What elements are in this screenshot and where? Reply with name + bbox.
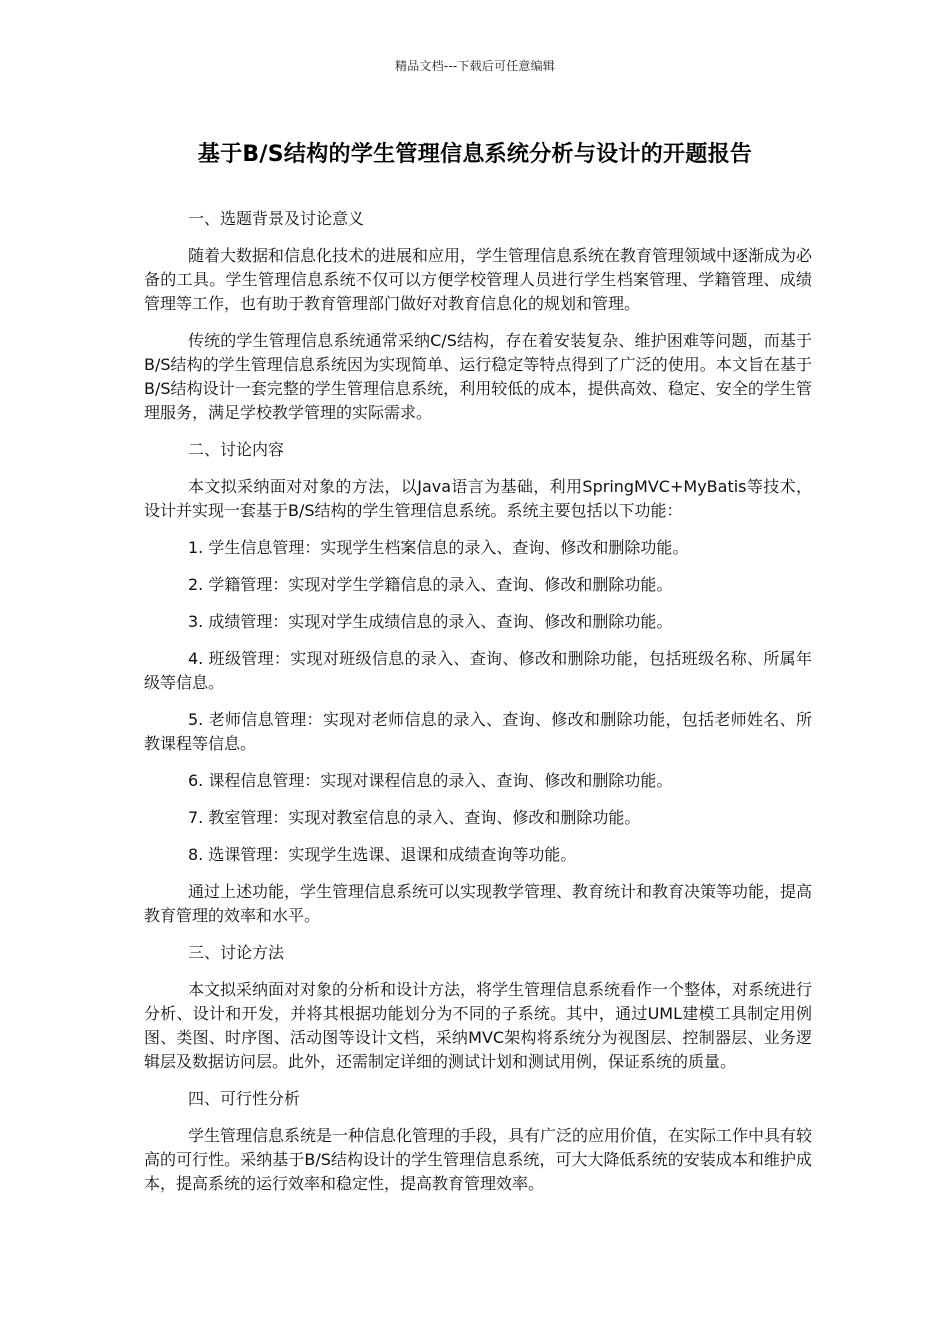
document-title: 基于B/S结构的学生管理信息系统分析与设计的开题报告 xyxy=(197,142,753,167)
list-item: 8. 选课管理：实现学生选课、退课和成绩查询等功能。 xyxy=(188,845,577,864)
section-heading-1: 一、选题背景及讨论意义 xyxy=(188,209,365,228)
paragraph: 通过上述功能，学生管理信息系统可以实现教学管理、教育统计和教育决策等功能，提高教育管理的效率和水平。 xyxy=(144,882,813,925)
list-item: 5. 老师信息管理：实现对老师信息的录入、查询、修改和删除功能，包括老师姓名、所教课程等信息。 xyxy=(144,710,812,753)
paragraph: 学生管理信息系统是一种信息化管理的手段，具有广泛的应用价值，在实际工作中具有较高的可行性。采纳基于B/S结构设计的学生管理信息系统，可大大降低系统的安装成本和维护成本，提高系统的运行效率和稳定性，提高教育管理效率。 xyxy=(144,1126,813,1193)
document-body xyxy=(144,207,812,1209)
paragraph: 本文拟采纳面对对象的分析和设计方法，将学生管理信息系统看作一个整体，对系统进行分析、设计和开发，并将其根据功能划分为不同的子系统。其中，通过UML建模工具制定用例图、类图、时序图、活动图等设计文档，采纳MVC架构将系统分为视图层、控制器层、业务逻辑层及数据访问层。此外，还需制定详细的测试计划和测试用例，保证系统的质量。 xyxy=(144,980,813,1071)
list-item: 7. 教室管理：实现对教室信息的录入、查询、修改和删除功能。 xyxy=(188,808,641,827)
list-item: 1. 学生信息管理：实现学生档案信息的录入、查询、修改和删除功能。 xyxy=(188,538,689,557)
paragraph: 传统的学生管理信息系统通常采纳C/S结构，存在着安装复杂、维护困难等问题，而基于B/S结构的学生管理信息系统因为实现简单、运行稳定等特点得到了广泛的使用。本文旨在基于B/S结构设计一套完整的学生管理信息系统，利用较低的成本，提供高效、稳定、安全的学生管理服务，满足学校教学管理的实际需求。 xyxy=(144,331,812,422)
paragraph: 随着大数据和信息化技术的进展和应用，学生管理信息系统在教育管理领域中逐渐成为必备的工具。学生管理信息系统不仅可以方便学校管理人员进行学生档案管理、学籍管理、成绩管理等工作，也有助于教育管理部门做好对教育信息化的规划和管理。 xyxy=(144,246,813,313)
paragraph: 本文拟采纳面对对象的方法，以Java语言为基础，利用SpringMVC+MyBatis等技术，设计并实现一套基于B/S结构的学生管理信息系统。系统主要包括以下功能： xyxy=(144,477,812,520)
section-heading-2: 二、讨论内容 xyxy=(188,440,285,459)
list-item: 6. 课程信息管理：实现对课程信息的录入、查询、修改和删除功能。 xyxy=(188,771,673,790)
list-item: 2. 学籍管理：实现对学生学籍信息的录入、查询、修改和删除功能。 xyxy=(188,575,673,594)
section-heading-4: 四、可行性分析 xyxy=(188,1089,301,1108)
page-header: 精品文档---下载后可任意编辑 xyxy=(395,59,555,73)
section-heading-3: 三、讨论方法 xyxy=(188,943,285,962)
list-item: 3. 成绩管理：实现对学生成绩信息的录入、查询、修改和删除功能。 xyxy=(188,612,673,631)
list-item: 4. 班级管理：实现对班级信息的录入、查询、修改和删除功能，包括班级名称、所属年级等信息。 xyxy=(144,649,812,692)
